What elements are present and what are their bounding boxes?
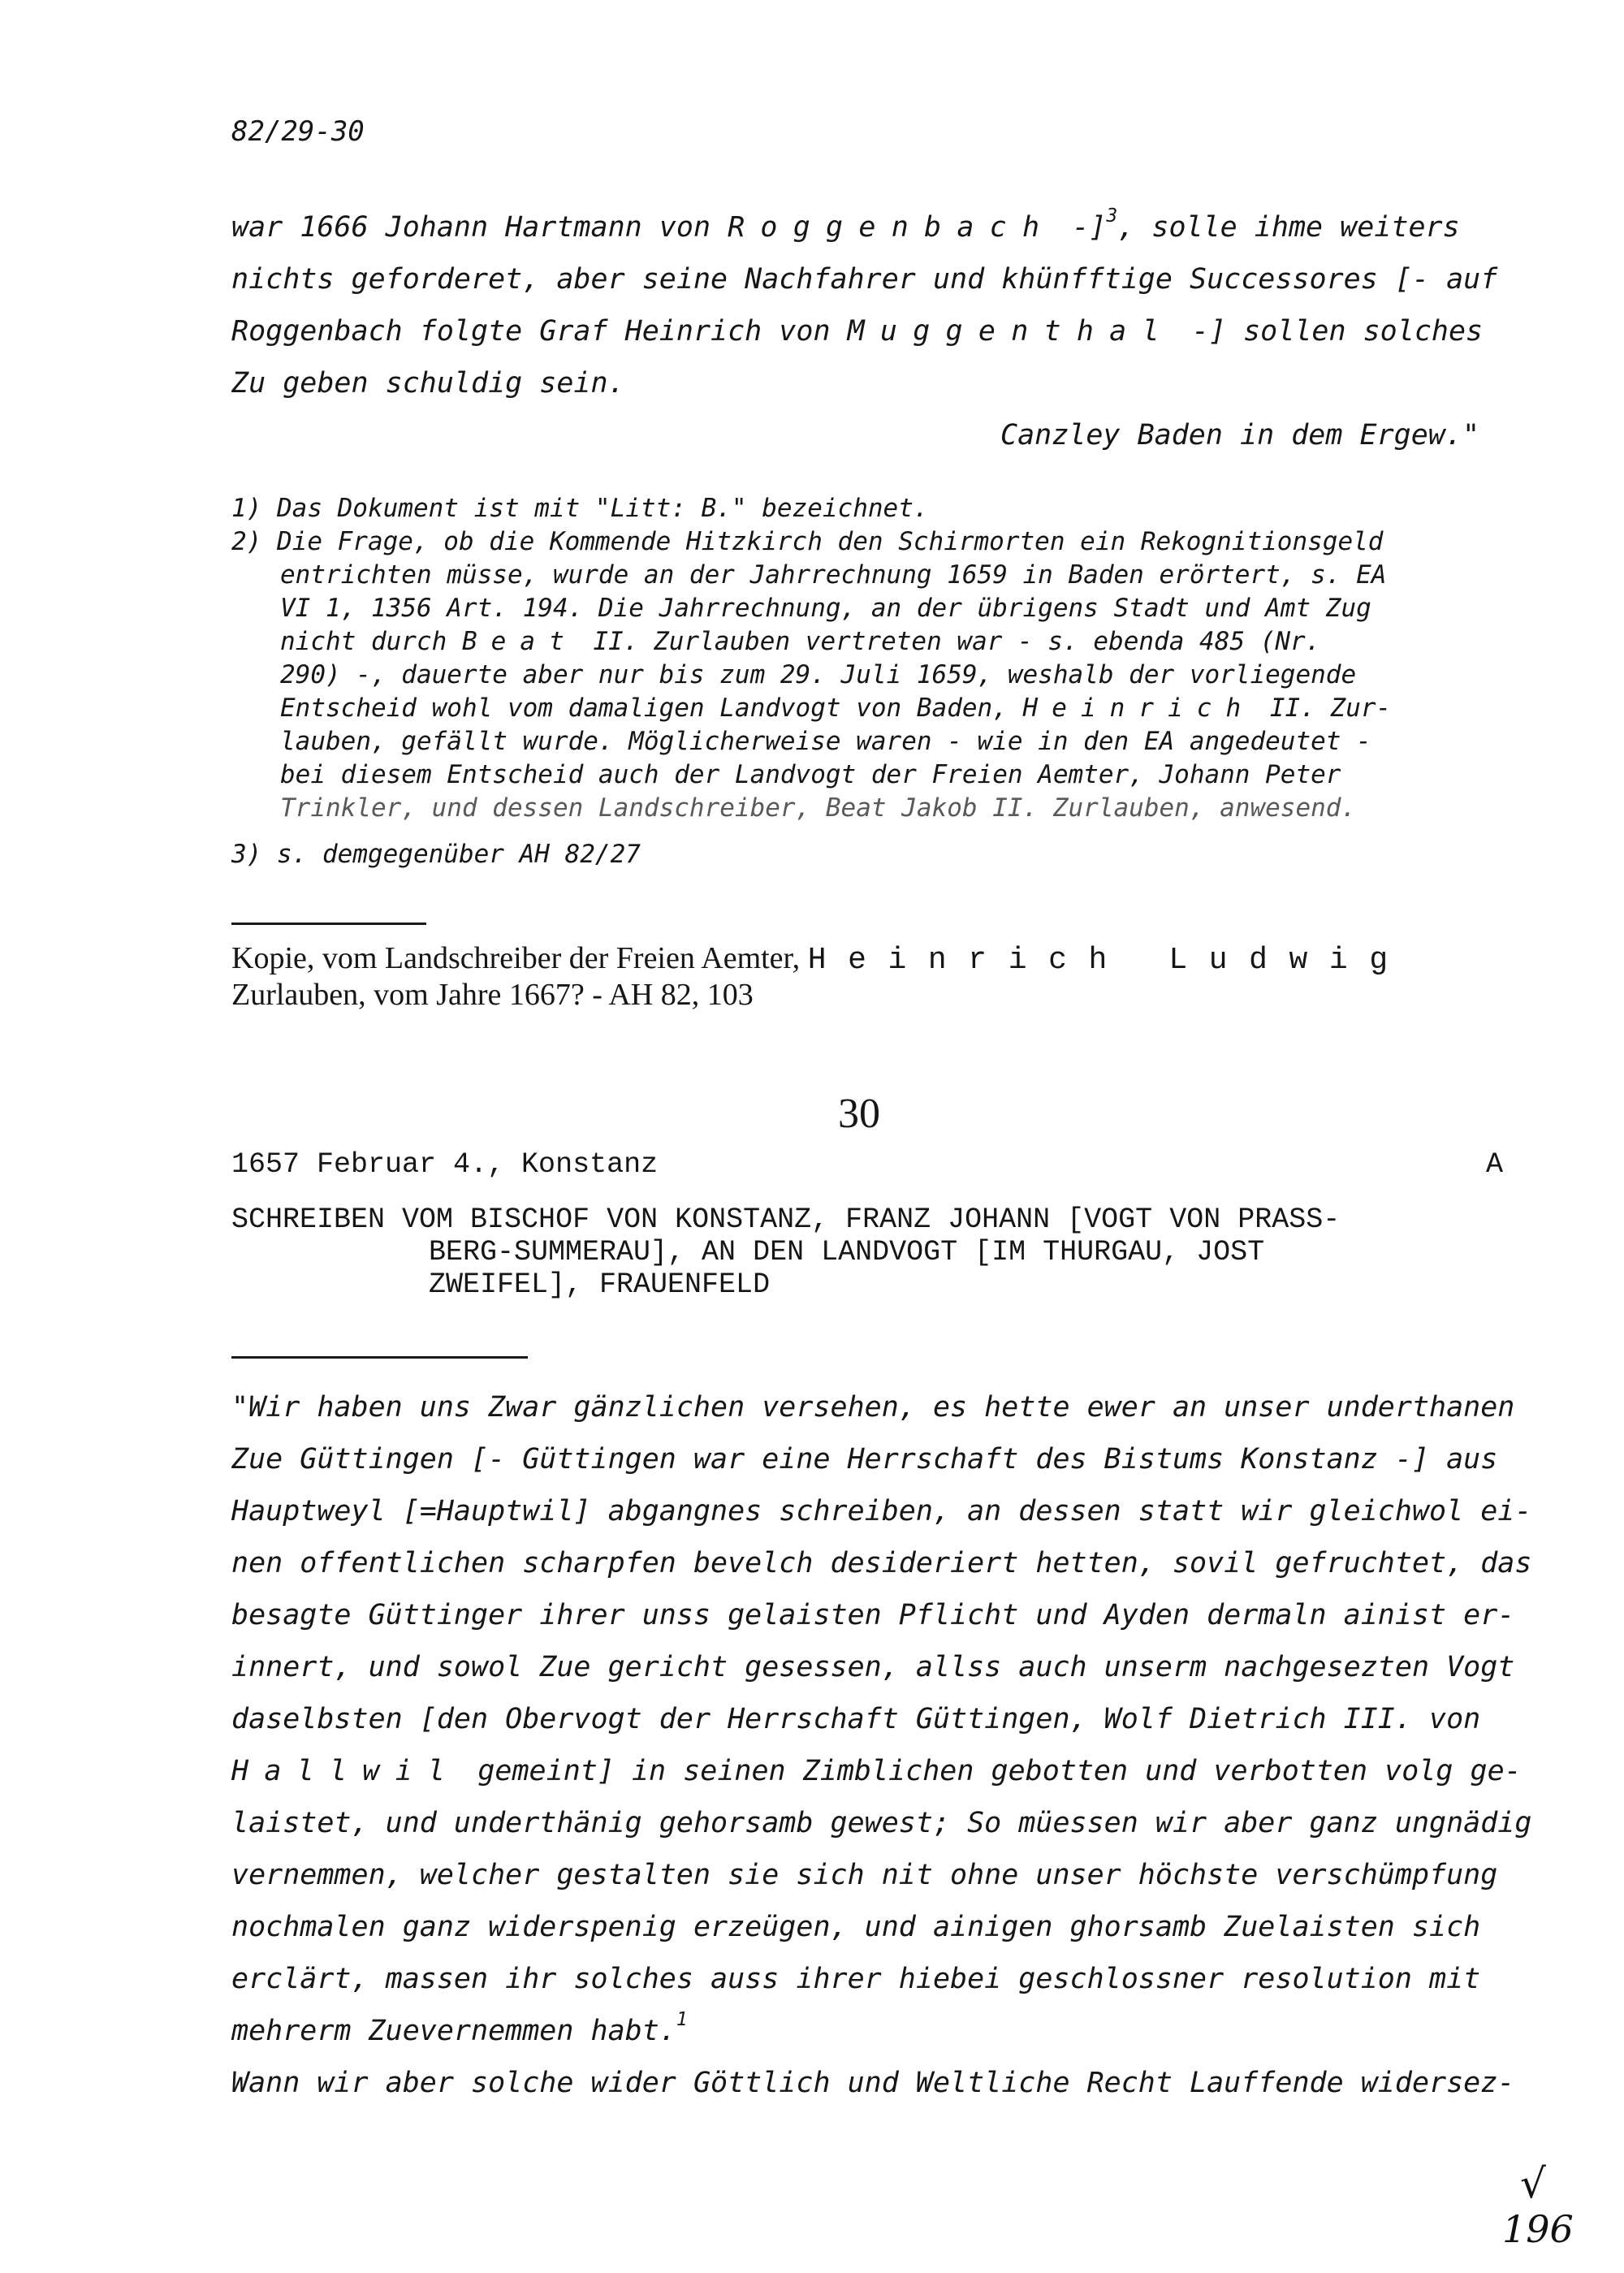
footnote-ref-3: 3 [1106, 205, 1118, 227]
document-number: 30 [838, 1091, 880, 1137]
quote-line-3-end: -] sollen solches [1174, 315, 1484, 348]
footnote-1: 1) Das Dokument ist mit "Litt: B." bezeichnet. [231, 494, 929, 523]
quote-line-3-text: Roggenbach folgte Graf Heinrich von [231, 315, 848, 348]
letter-line-4: nen offentlichen scharpfen bevelch desideriert hetten, sovil gefruchtet, das [231, 1547, 1532, 1579]
letter-line-2: Zue Güttingen [- Güttingen war eine Herrschaft des Bistums Konstanz -] aus [231, 1443, 1498, 1476]
footnote-2-line-6-text: Entscheid wohl vom damaligen Landvogt von Baden, [280, 694, 1023, 723]
footnote-2-line-2: entrichten müsse, wurde an der Jahrrechnung 1659 in Baden erörtert, s. EA [280, 560, 1387, 590]
letter-line-13 [231, 2008, 688, 2047]
handwritten-folio-number: 196 [1502, 2207, 1574, 2251]
letter-line-8-text: gemeint] in seinen Zimblichen gebotten und verbotten volg ge- [460, 1755, 1522, 1787]
quote-signature: Canzley Baden in dem Ergew." [1000, 419, 1480, 452]
spaced-name-roggenbach: Roggenbach [728, 211, 1056, 244]
letter-line-14: Wann wir aber solche wider Göttlich und Weltliche Recht Lauffende widersez- [231, 2067, 1515, 2099]
spaced-name-muggenthal: Muggenthal [847, 315, 1175, 348]
footnote-2-line-6-end: II. Zur- [1255, 694, 1392, 723]
letter-line-6: innert, und sowol Zue gericht gesessen, allss auch unserm nachgesezten Vogt [231, 1651, 1515, 1683]
letter-line-13-text: mehrerm Zuevernemmen habt. [231, 2015, 676, 2047]
footnote-2-line-4-text: nicht durch [280, 627, 462, 656]
letter-separator-rule [231, 1356, 528, 1359]
quote-line-4: Zu geben schuldig sein. [231, 367, 625, 400]
source-note-line-1 [231, 940, 1410, 978]
quote-line-1-end: , solle ihme weiters [1117, 211, 1460, 244]
letter-line-9: laistet, und underthänig gehorsamb gewest; So müessen wir aber ganz ungnädig [231, 1807, 1532, 1839]
spaced-name-heinrich: Heinrich [1022, 694, 1255, 723]
document-title-line-2: BERG-SUMMERAU], AN DEN LANDVOGT [IM THURGAU, JOST [429, 1236, 1265, 1268]
document-title-line-1: SCHREIBEN VOM BISCHOF VON KONSTANZ, FRANZ JOHANN [VOGT VON PRASS- [231, 1203, 1341, 1236]
archive-reference: 82/29-30 [231, 115, 365, 148]
footnote-2-line-3: VI 1, 1356 Art. 194. Die Jahrrechnung, an der übrigens Stadt und Amt Zug [280, 594, 1371, 623]
document-title-line-3: ZWEIFEL], FRAUENFELD [429, 1268, 771, 1301]
footnote-2-line-4 [280, 627, 1320, 656]
letter-line-7: daselbsten [den Obervogt der Herrschaft Güttingen, Wolf Dietrich III. von [231, 1703, 1481, 1735]
quote-line-3 [231, 315, 1483, 348]
footnote-ref-1: 1 [676, 2008, 688, 2030]
handwritten-check-mark: √ [1520, 2160, 1546, 2207]
spaced-name-heinrich-ludwig: Heinrich Ludwig [807, 943, 1410, 978]
footnote-2-line-6 [280, 694, 1391, 723]
source-note-line-2: Zurlauben, vom Jahre 1667? - AH 82, 103 [231, 978, 754, 1012]
letter-line-8 [231, 1755, 1522, 1787]
footnote-2-line-1: 2) Die Frage, ob die Kommende Hitzkirch den Schirmorten ein Rekognitionsgeld [231, 527, 1384, 556]
letter-line-10: vernemmen, welcher gestalten sie sich nit ohne unser höchste verschümpfung [231, 1859, 1498, 1891]
quote-line-1-bracket: -] [1055, 211, 1107, 244]
footnote-2-line-9: Trinkler, und dessen Landschreiber, Beat Jakob II. Zurlauben, anwesend. [280, 793, 1357, 823]
date-place: 1657 Februar 4., Konstanz [231, 1148, 659, 1181]
letter-line-12: erclärt, massen ihr solches auss ihrer hiebei geschlossner resolution mit [231, 1963, 1481, 1995]
source-note-text: Kopie, vom Landschreiber der Freien Aemter, [231, 941, 808, 975]
quote-line-2: nichts geforderet, aber seine Nachfahrer und khünfftige Successores [- auf [231, 263, 1498, 296]
letter-line-5: besagte Güttinger ihrer unss gelaisten Pflicht und Ayden dermaln ainist er- [231, 1599, 1515, 1631]
footnote-3: 3) s. demgegenüber AH 82/27 [231, 840, 641, 869]
spaced-name-beat: Beat [461, 627, 578, 656]
footnote-2-line-4-end: II. Zurlauben vertreten war - s. ebenda 485 (Nr. [577, 627, 1321, 656]
quote-line-1-text: war 1666 Johann Hartmann von [231, 211, 728, 244]
quote-line-1 [231, 205, 1460, 244]
letter-line-11: nochmalen ganz widerspenig erzeügen, und ainigen ghorsamb Zuelaisten sich [231, 1911, 1481, 1943]
version-marker: A [1486, 1148, 1504, 1181]
source-separator-rule [231, 923, 426, 925]
footnote-2-line-7: lauben, gefällt wurde. Möglicherweise waren - wie in den EA angedeutet - [280, 727, 1371, 756]
letter-line-3: Hauptweyl [=Hauptwil] abgangnes schreiben, an dessen statt wir gleichwol ei- [231, 1495, 1532, 1528]
letter-line-1: "Wir haben uns Zwar gänzlichen versehen, es hette ewer an unser underthanen [231, 1391, 1515, 1424]
footnote-2-line-8: bei diesem Entscheid auch der Landvogt der Freien Aemter, Johann Peter [280, 760, 1341, 789]
footnote-2-line-5: 290) -, dauerte aber nur bis zum 29. Juli 1659, weshalb der vorliegende [280, 660, 1357, 689]
spaced-name-hallwil: Hallwil [231, 1755, 461, 1787]
